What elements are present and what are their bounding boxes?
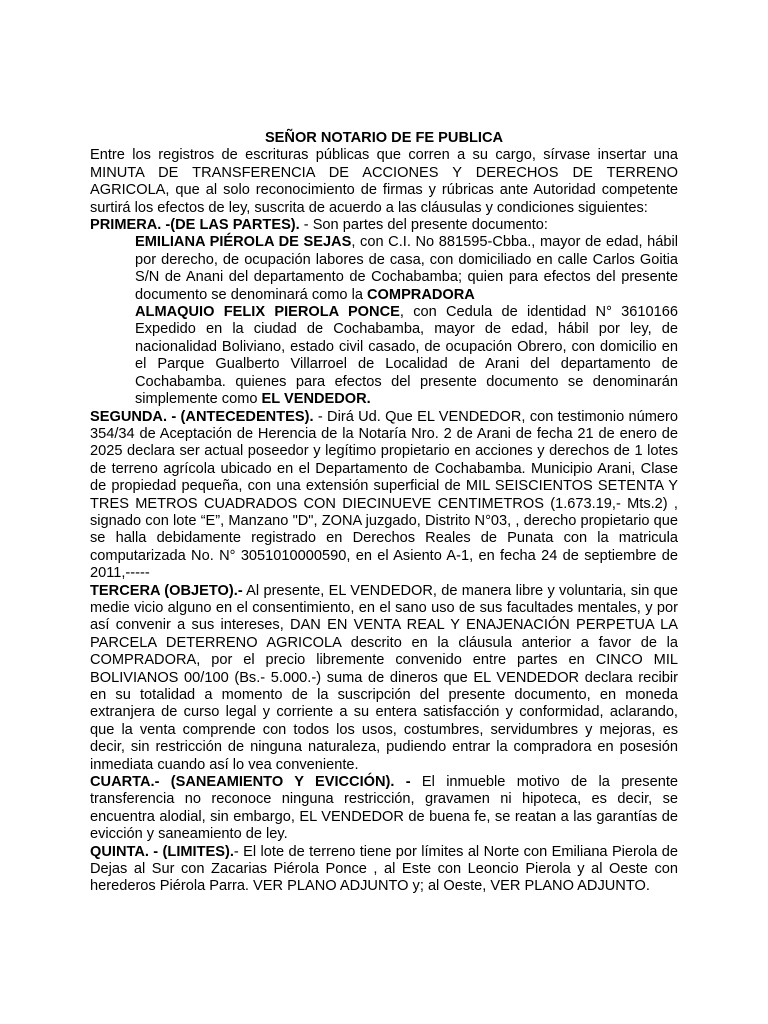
clause-segunda-heading: SEGUNDA. - (ANTECEDENTES).: [90, 408, 314, 425]
clause-cuarta: [90, 774, 678, 844]
party-2-paragraph: [135, 304, 678, 408]
document-title: SEÑOR NOTARIO DE FE PUBLICA: [264, 130, 504, 146]
party-1-name: EMILIANA PIÉROLA DE SEJAS: [135, 234, 352, 251]
clause-tercera-text: Al presente, EL VENDEDOR, de manera libre y voluntaria, sin que medie vicio alguno en el consentimiento, en el sano uso de sus facultades mentales, y por así convenir a sus intereses, DAN EN VENTA REAL Y ENAJENACIÓN PERPETUA LA PARCELA DETERRENO AGRICOLA descrito en la cláusula anterior a favor de la COMPRADORA, por el precio libremente convenido entre partes en CINCO MIL BOLIVIANOS 00/100 (Bs.- 5.000.-) suma de dineros que EL VENDEDOR declara recibir en su totalidad a momento de la suscripción del presente documento, en moneda extranjera de curso legal y corriente a su entera satisfacción y conformidad, aclarando, que la venta comprende con todos los usos, costumbres, servidumbres y mejoras, es decir, sin restricción de ninguna naturaleza, pudiendo entrar la compradora en posesión inmediata cuando así lo vea conveniente.: [90, 582, 678, 773]
clause-segunda: [90, 409, 678, 583]
party-2-text: , con Cedula de identidad N° 3610166 Expedido en la ciudad de Cochabamba, mayor de edad, hábil por ley, de nacionalidad Boliviano, estado civil casado, de ocupación Obrero, con domicilio en el Parque Gualberto Villarroel de Localidad de Arani del departamento de Cochabamba. quienes para efectos del presente documento se denominarán simplemente como: [135, 304, 679, 408]
intro-paragraph: Entre los registros de escrituras públicas que corren a su cargo, sírvase insertar una MINUTA DE TRANSFERENCIA DE ACCIONES Y DERECHOS DE TERRENO AGRICOLA, que al solo reconocimiento de firmas y rúbricas ante Autoridad competente surtirá los efectos de ley, suscrita de acuerdo a las cláusulas y condiciones siguientes:: [90, 147, 678, 216]
document-page: [90, 130, 678, 896]
party-1-paragraph: [135, 234, 678, 304]
clause-cuarta-heading: CUARTA.- (SANEAMIENTO Y EVICCIÓN). -: [90, 774, 411, 791]
party-2-role: EL VENDEDOR.: [261, 391, 371, 408]
clause-quinta: [90, 844, 678, 896]
clause-quinta-text: - El lote de terreno tiene por límites al Norte con Emiliana Pierola de Dejas al Sur con Zacarias Piérola Ponce , al Este con Leoncio Pierola y al Oeste con herederos Piérola Parra. VER PLANO ADJUNTO y; al Oeste, VER PLANO ADJUNTO.: [90, 843, 678, 895]
party-1-role: COMPRADORA: [367, 286, 475, 303]
clause-quinta-heading: QUINTA. - (LIMITES).: [90, 843, 234, 860]
party-1-text: , con C.I. No 881595-Cbba., mayor de edad, hábil por derecho, de ocupación labores de casa, con domiciliado en calle Carlos Goitia S/N de Anani del departamento de Cochabamba; quien para efectos del presente documento se denominará como la: [135, 234, 679, 303]
clause-primera-heading: PRIMERA. -(DE LAS PARTES).: [90, 217, 300, 234]
clause-primera-text: - Son partes del presente documento:: [299, 217, 548, 234]
party-2-name: ALMAQUIO FELIX PIEROLA PONCE: [135, 304, 400, 321]
clause-cuarta-text: El inmueble motivo de la presente transferencia no reconoce ninguna restricción, gravamen ni hipoteca, es decir, se encuentra alodial, sin embargo, EL VENDEDOR de buena fe, se reatan a las garantías de evicción y saneamiento de ley.: [90, 774, 678, 843]
clause-tercera-heading: TERCERA (OBJETO).-: [90, 582, 243, 599]
clause-tercera: [90, 583, 678, 774]
clause-primera: [90, 217, 678, 234]
clause-segunda-text: - Dirá Ud. Que EL VENDEDOR, con testimonio número 354/34 de Aceptación de Herencia de la Notaría Nro. 2 de Arani de fecha 21 de enero de 2025 declara ser actual poseedor y legítimo propietario en acciones y derechos de 1 lotes de terreno agrícola ubicado en el Departamento de Cochabamba. Municipio Arani, Clase de propiedad pequeña, con una extensión superficial de MIL SEISCIENTOS SETENTA Y TRES METROS CUADRADOS CON DIECINUEVE CENTIMETROS (1.673.19,- Mts.2) , signado con lote “E”, Manzano "D", ZONA juzgado, Distrito N°03, , derecho propietario que se halla debidamente registrado en Derechos Reales de Punata con la matricula computarizada No. N° 3051010000590, en el Asiento A-1, en fecha 24 de septiembre de 2011,-----: [90, 408, 678, 582]
